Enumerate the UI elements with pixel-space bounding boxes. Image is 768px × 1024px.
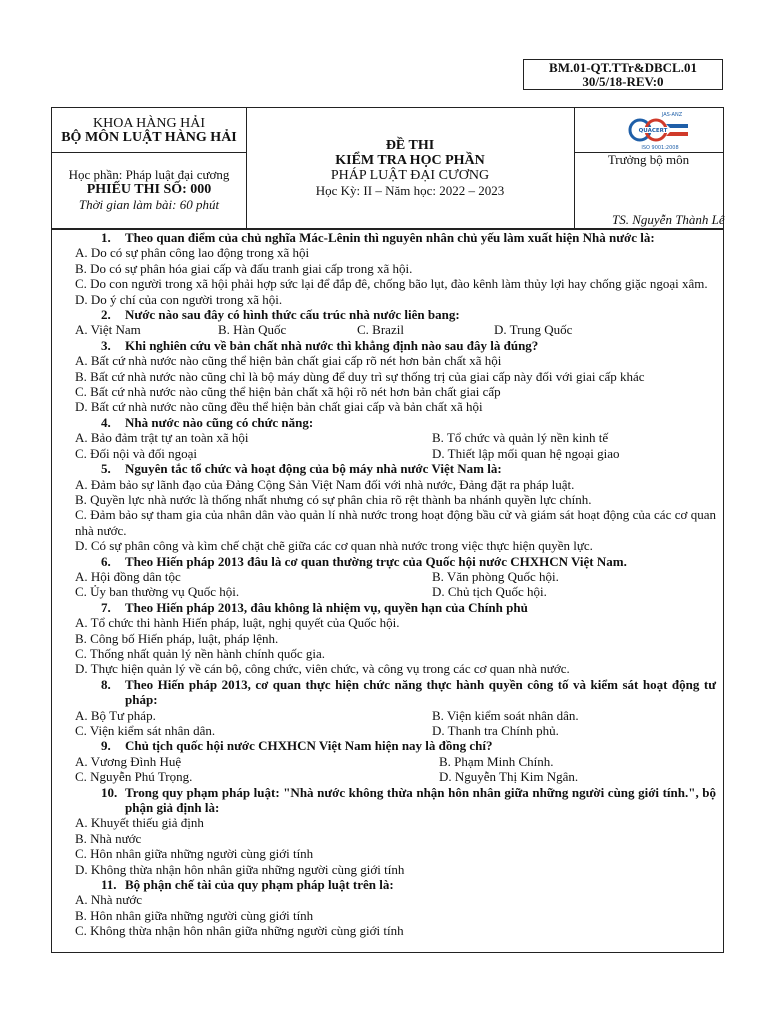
- head-of-department-name: TS. Nguyễn Thành Lê: [612, 212, 725, 227]
- answer-option[interactable]: C. Ủy ban thường vụ Quốc hội.: [75, 584, 240, 600]
- answer-row: [57, 708, 716, 723]
- answer-option[interactable]: B. Bất cứ nhà nước nào cũng chỉ là bộ máy dùng để duy trì sự thống trị của giai cấp này đối với giai cấp khác: [75, 368, 645, 384]
- question-number: 10.: [101, 784, 118, 800]
- answer-row: [57, 754, 716, 769]
- question-text: Theo Hiến pháp 2013 đâu là cơ quan thường trực của Quốc hội nước CHXHCN Việt Nam.: [125, 553, 627, 569]
- answer-option[interactable]: A. Việt Nam: [75, 322, 141, 338]
- answer-option[interactable]: C. Do con người trong xã hội phải hợp sức lại để đắp đê, chống bão lụt, đào kênh làm thủy lợi hay chống giặc ngoại xâm.: [75, 276, 708, 292]
- answer-option[interactable]: C. Không thừa nhận hôn nhân giữa những người cùng giới tính: [75, 923, 404, 939]
- answer-option[interactable]: C. Viện kiểm sát nhân dân.: [75, 723, 216, 738]
- question-number: 9.: [101, 738, 111, 754]
- answer-option[interactable]: B. Văn phòng Quốc hội.: [432, 568, 559, 584]
- header-right-cell: [574, 108, 723, 228]
- question-heading: [57, 785, 716, 816]
- answer-option[interactable]: A. Khuyết thiếu giả định: [75, 815, 204, 831]
- answer-option[interactable]: A. Vương Đình Huệ: [75, 753, 182, 769]
- question-text: Bộ phận chế tài của quy phạm pháp luật trên là:: [125, 877, 394, 893]
- header-middle-cell: [246, 108, 575, 228]
- exam-header: [51, 107, 724, 229]
- form-code-box: [523, 59, 723, 90]
- answer-option[interactable]: B. Hàn Quốc: [218, 322, 287, 338]
- answer-option[interactable]: D. Nguyễn Thị Kim Ngân.: [439, 769, 579, 785]
- answer-option[interactable]: D. Có sự phân công và kìm chế chặt chẽ giữa các cơ quan nhà nước trong việc thực hiện quyền lực.: [75, 538, 593, 554]
- question-number: 2.: [101, 307, 111, 323]
- answer-option[interactable]: B. Phạm Minh Chính.: [439, 753, 554, 769]
- faculty-name: KHOA HÀNG HẢI: [93, 116, 205, 131]
- answer-option[interactable]: A. Tổ chức thi hành Hiến pháp, luật, nghị quyết của Quốc hội.: [75, 615, 400, 631]
- question-text: Theo quan điểm của chủ nghĩa Mác-Lênin thì nguyên nhân chủ yếu làm xuất hiện Nhà nước là:: [125, 230, 655, 245]
- question-text: Nguyên tắc tổ chức và hoạt động của bộ máy nhà nước Việt Nam là:: [125, 461, 502, 477]
- head-of-department-title: Trưởng bộ môn: [607, 152, 690, 167]
- answer-option[interactable]: B. Quyền lực nhà nước là thống nhất nhưng có sự phân chia rõ rệt thành ba nhánh quyền lực chính.: [75, 491, 592, 507]
- answer-option[interactable]: D. Trung Quốc: [494, 322, 573, 338]
- answer-option[interactable]: C. Bất cứ nhà nước nào cũng thể hiện bản chất xã hội rõ nét hơn bản chất giai cấp: [75, 384, 501, 400]
- exam-title: ĐỀ THI: [385, 138, 435, 153]
- answer-option[interactable]: D. Thanh tra Chính phủ.: [432, 723, 559, 738]
- answer-row: [57, 584, 716, 599]
- logo-top-text: JAS-ANZ: [661, 112, 683, 118]
- question-heading: [57, 230, 716, 245]
- answer-option[interactable]: A. Nhà nước: [75, 892, 142, 908]
- exam-sheet-number: PHIẾU THI SỐ: 000: [86, 182, 212, 197]
- question-number: 5.: [101, 461, 111, 477]
- answer-row: [57, 569, 716, 584]
- answer-option[interactable]: C. Đối nội và đối ngoại: [75, 445, 198, 461]
- answer-row: [57, 322, 716, 337]
- answer-option[interactable]: B. Tổ chức và quản lý nền kinh tế: [432, 430, 609, 446]
- answer-option[interactable]: D. Bất cứ nhà nước nào cũng đều thể hiện bản chất giai cấp và bản chất xã hội: [75, 399, 483, 415]
- answer-option[interactable]: A. Do có sự phân công lao động trong xã hội: [75, 245, 310, 261]
- exam-type: KIỂM TRA HỌC PHẦN: [335, 153, 485, 168]
- answer-option[interactable]: C. Nguyễn Phú Trọng.: [75, 769, 193, 785]
- question-number: 11.: [101, 877, 117, 893]
- answer-option[interactable]: A. Hội đồng dân tộc: [75, 568, 181, 584]
- question-text: Nhà nước nào cũng có chức năng:: [125, 414, 314, 430]
- question-text: Trong quy phạm pháp luật: "Nhà nước không thừa nhận hôn nhân giữa những người cùng giới tính.", bộ phận giả định là:: [125, 784, 716, 816]
- answer-option[interactable]: D. Do ý chí của con người trong xã hội.: [75, 291, 283, 307]
- term-label: Học Kỳ: II – Năm học: 2022 – 2023: [315, 183, 505, 198]
- certification-logo-icon: [628, 110, 692, 152]
- answer-option[interactable]: B. Hôn nhân giữa những người cùng giới tính: [75, 907, 314, 923]
- question-heading: [57, 738, 716, 753]
- logo-brand-text: QUACERT: [638, 128, 668, 134]
- question-number: 6.: [101, 553, 111, 569]
- question-text: Nước nào sau đây có hình thức cấu trúc nhà nước liên bang:: [125, 307, 460, 323]
- question-number: 8.: [101, 676, 111, 692]
- question-heading: [57, 307, 716, 322]
- question-text: Theo Hiến pháp 2013, cơ quan thực hiện chức năng thực hành quyền công tố và kiểm sát hoạt động tư pháp:: [125, 676, 716, 708]
- form-code: BM.01-QT.TTr&DBCL.01: [549, 60, 697, 75]
- question-heading: [57, 461, 716, 476]
- answer-option[interactable]: C. Đảm bảo sự tham gia của nhân dân vào quản lí nhà nước trong hoạt động bầu cử và giám sát hoạt động của các cơ quan nhà nước.: [75, 507, 716, 538]
- question-heading: [57, 554, 716, 569]
- question-heading: [57, 677, 716, 708]
- answer-option[interactable]: C. Hôn nhân giữa những người cùng giới tính: [75, 846, 314, 862]
- answer-option[interactable]: D. Không thừa nhận hôn nhân giữa những người cùng giới tính: [75, 861, 405, 877]
- logo-bottom-text: ISO 9001:2008: [641, 145, 679, 151]
- question-text: Chủ tịch quốc hội nước CHXHCN Việt Nam hiện nay là đồng chí?: [125, 738, 493, 754]
- answer-option[interactable]: A. Bất cứ nhà nước nào cũng thể hiện bản chất giai cấp rõ nét hơn bản chất xã hội: [75, 353, 502, 369]
- question-number: 1.: [101, 230, 111, 245]
- question-text: Theo Hiến pháp 2013, đâu không là nhiệm vụ, quyền hạn của Chính phủ: [125, 599, 528, 615]
- question-number: 7.: [101, 599, 111, 615]
- answer-option[interactable]: D. Thực hiện quản lý về cán bộ, công chức, viên chức, và công vụ trong các cơ quan nhà nước.: [75, 661, 570, 677]
- subject-label: Học phần: Pháp luật đại cương: [68, 167, 230, 182]
- question-text: Khi nghiên cứu về bản chất nhà nước thì khẳng định nào sau đây là đúng?: [125, 337, 539, 353]
- header-divider: [52, 152, 246, 153]
- answer-option[interactable]: A. Bảo đảm trật tự an toàn xã hội: [75, 430, 249, 446]
- question-number: 3.: [101, 337, 111, 353]
- form-revision: 30/5/18-REV:0: [582, 74, 664, 89]
- question-heading: [57, 415, 716, 430]
- header-left-cell: [52, 108, 247, 228]
- answer-option[interactable]: B. Viện kiểm soát nhân dân.: [432, 707, 579, 723]
- answer-option[interactable]: D. Thiết lập mối quan hệ ngoại giao: [432, 445, 620, 461]
- answer-row: [57, 723, 716, 738]
- answer-option[interactable]: A. Bộ Tư pháp.: [75, 707, 156, 723]
- answer-row: [57, 430, 716, 445]
- question-heading: [57, 877, 716, 892]
- answer-option[interactable]: C. Brazil: [357, 322, 404, 338]
- answer-option[interactable]: A. Đảm bảo sự lãnh đạo của Đảng Cộng Sản Việt Nam đối với nhà nước, Đảng đặt ra pháp luật.: [75, 476, 575, 492]
- exam-duration: Thời gian làm bài: 60 phút: [78, 197, 220, 212]
- answer-option[interactable]: B. Công bố Hiến pháp, luật, pháp lệnh.: [75, 630, 279, 646]
- answer-row: [57, 769, 716, 784]
- answer-option[interactable]: B. Do có sự phân hóa giai cấp và đấu tranh giai cấp trong xã hội.: [75, 260, 413, 276]
- question-number: 4.: [101, 414, 111, 430]
- course-name: PHÁP LUẬT ĐẠI CƯƠNG: [330, 168, 490, 183]
- department-name: BỘ MÔN LUẬT HÀNG HẢI: [61, 130, 237, 145]
- question-heading: [57, 600, 716, 615]
- answer-option[interactable]: D. Chủ tịch Quốc hội.: [432, 584, 547, 600]
- answer-option[interactable]: C. Thống nhất quản lý nền hành chính quốc gia.: [75, 645, 325, 661]
- answer-option[interactable]: B. Nhà nước: [75, 830, 142, 846]
- answer-row: [57, 446, 716, 461]
- questions-section: [51, 229, 724, 953]
- question-heading: [57, 338, 716, 353]
